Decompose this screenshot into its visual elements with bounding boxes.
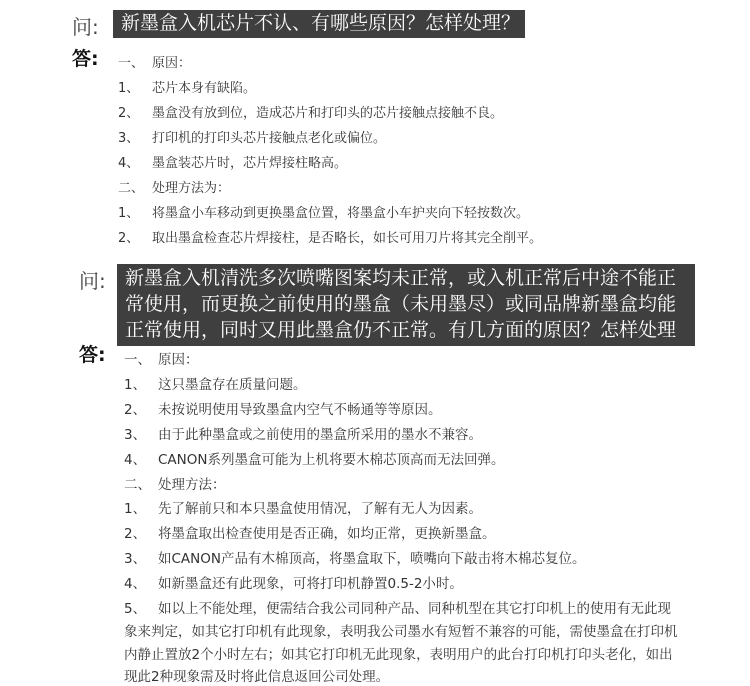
list-item: 二、 处理方法： [124,477,226,493]
list-item: 一、 原因： [124,352,199,368]
continuation-line: 现此2种现象需及时将此信息返回公司处理。 [124,669,390,685]
list-item: 2、 墨盒没有放到位，造成芯片和打印头的芯片接触点接触不良。 [118,106,504,121]
q1-question-box [113,10,525,38]
list-item: 4、 墨盒装芯片时，芯片焊接柱略高。 [118,156,348,171]
q2-question-line: 新墨盒入机清洗多次喷嘴图案均未正常，或入机正常后中途不能正 [125,267,677,289]
q2-question-label: 问: [79,269,106,293]
q2-question-line: 正常使用，同时又用此墨盒仍不正常。有几方面的原因？怎样处理 [125,319,677,341]
list-item: 2、 未按说明使用导致墨盒内空气不畅通等等原因。 [124,402,442,418]
q2-question-line: 常使用，而更换之前使用的墨盒（未用墨尽）或同品牌新墨盒均能 [125,293,677,315]
continuation-line: 内静止置放2个小时左右；如其它打印机无此现象，表明用户的此台打印机打印头老化，如出 [124,647,673,663]
list-item: 二、 处理方法为： [118,181,231,196]
list-item: 3、 由于此种墨盒或之前使用的墨盒所采用的墨水不兼容。 [124,427,482,443]
list-item: 一、 原因： [118,56,192,71]
q1-question-text: 新墨盒入机芯片不认、有哪些原因？怎样处理？ [121,12,521,34]
list-item: 5、 如以上不能处理，便需结合我公司同种产品、同种机型在其它打印机上的使用有无此现 [124,601,671,617]
list-item: 3、 打印机的打印头芯片接触点老化或偏位。 [118,131,387,146]
q1-question-label: 问: [72,15,99,39]
list-item: 2、 取出墨盒检查芯片焊接柱，是否略长，如长可用刀片将其完全削平。 [118,231,543,246]
list-item: 1、 将墨盒小车移动到更换墨盒位置，将墨盒小车护夹向下轻按数次。 [118,206,530,221]
list-item: 1、 芯片本身有缺陷。 [118,81,257,96]
list-item: 4、 CANON系列墨盒可能为上机将要木棉芯顶高而无法回弹。 [124,452,505,468]
list-item: 4、 如新墨盒还有此现象，可将打印机静置0.5-2小时。 [124,576,463,592]
list-item: 1、 这只墨盒存在质量问题。 [124,377,307,393]
list-item: 3、 如CANON产品有木棉顶高，将墨盒取下，喷嘴向下敲击将木棉芯复位。 [124,551,586,567]
q1-answer-label: 答: [72,48,99,70]
list-item: 2、 将墨盒取出检查使用是否正确，如均正常，更换新墨盒。 [124,526,496,542]
list-item: 1、 先了解前只和本只墨盒使用情况，了解有无人为因素。 [124,501,482,517]
continuation-line: 象来判定，如其它打印机有此现象，表明我公司墨水有短暂不兼容的可能，需使墨盒在打印机 [124,624,678,640]
q2-answer-label: 答: [79,344,106,366]
q2-question-box [117,264,695,346]
